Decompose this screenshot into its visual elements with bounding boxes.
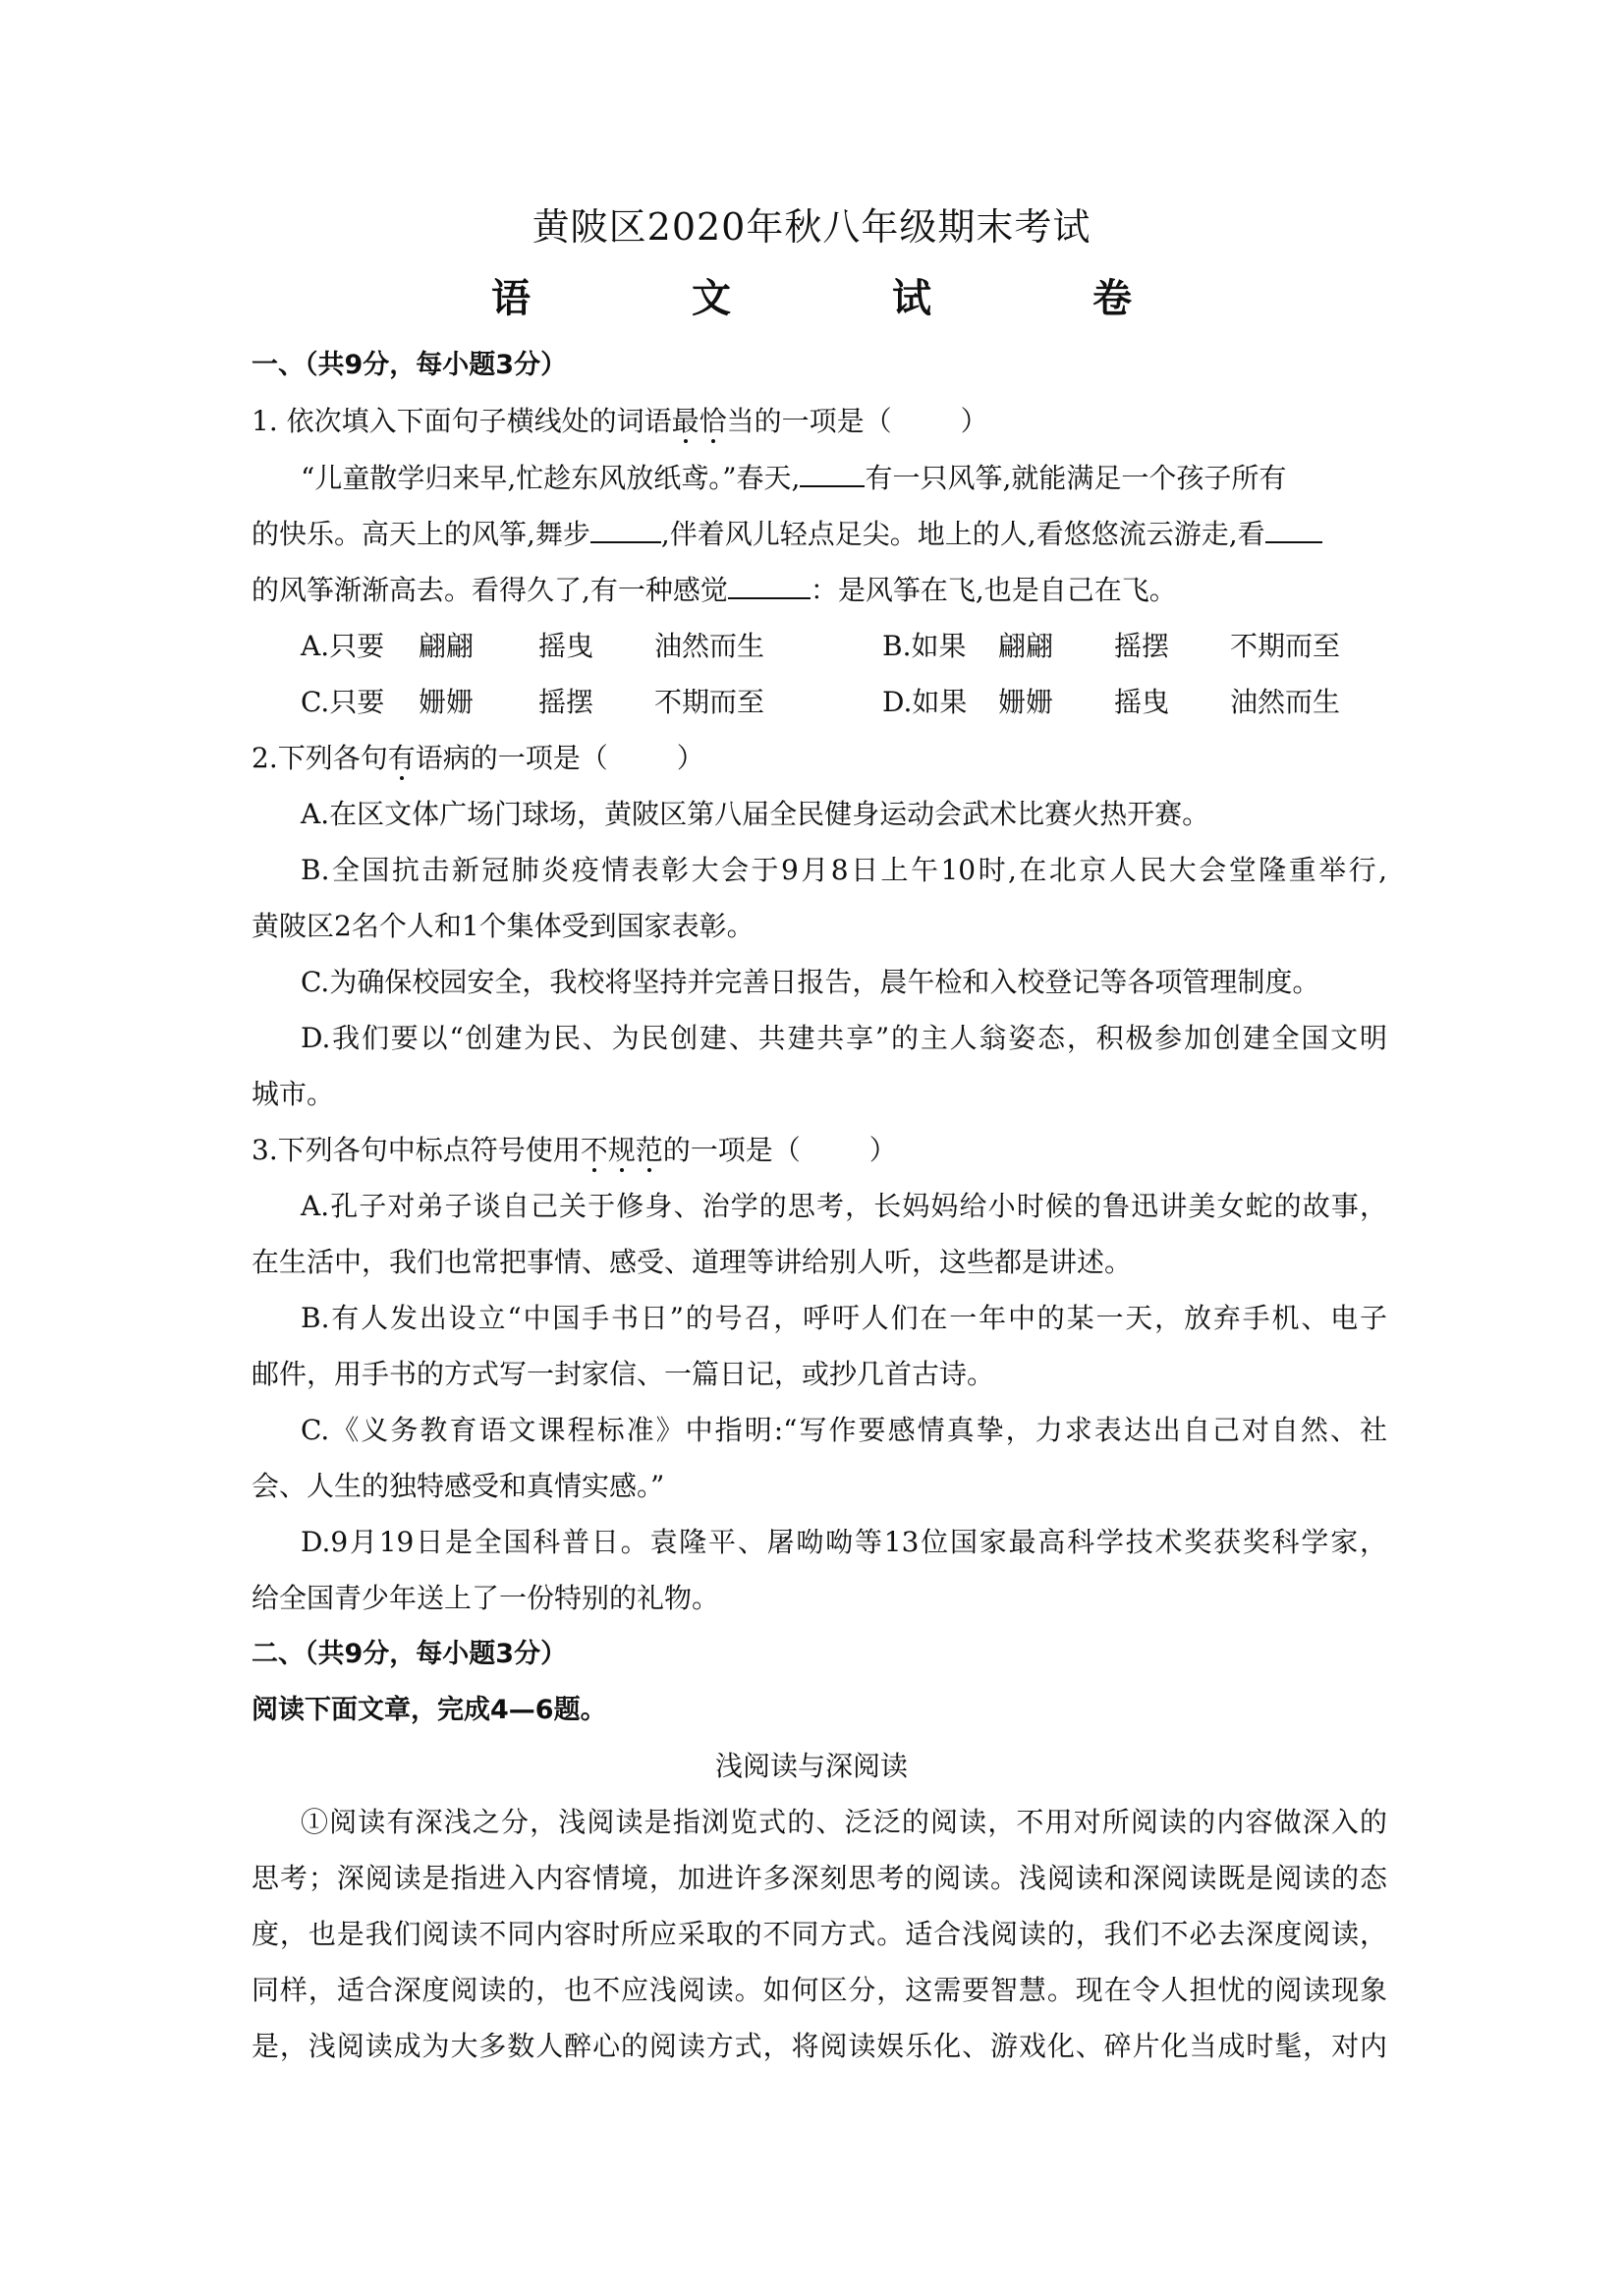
- q2-option-d-cont: 城市。: [252, 1078, 335, 1110]
- exam-subtitle: [491, 267, 1132, 323]
- q1-passage-line: [252, 515, 1387, 554]
- subtitle-char: 卷: [1092, 275, 1132, 321]
- q3-option-b[interactable]: B.有人发出设立“中国手书日”的号召，呼吁人们在一年中的某一天，放弃手机、电子: [301, 1302, 1387, 1334]
- q3-stem-text: 3.下列各句中标点符号使用: [252, 1134, 581, 1166]
- option-label: D.如果: [882, 686, 968, 718]
- q3-option-d[interactable]: D.9月19日是全国科普日。袁隆平、屠呦呦等13位国家最高科学技术奖获奖科学家，: [301, 1526, 1387, 1558]
- q1-passage-line: [301, 459, 1387, 498]
- q3-option-a[interactable]: A.孔子对弟子谈自己关于修身、治学的思考，长妈妈给小时候的鲁迅讲美女蛇的故事，: [301, 1190, 1387, 1222]
- article-paragraph-line: 思考；深阅读是指进入内容情境，加进许多深刻思考的阅读。浅阅读和深阅读既是阅读的态: [252, 1862, 1387, 1894]
- q2-stem-text: 语病的一项是（: [415, 742, 608, 774]
- section1-heading: 一、（共9分，每小题3分）: [252, 350, 568, 380]
- q3-stem-text: 的一项是（: [662, 1134, 801, 1166]
- emphasis-char: 恰: [699, 405, 727, 437]
- q2-option-b-cont: 黄陂区2名个人和1个集体受到国家表彰。: [252, 910, 755, 942]
- emphasis-char: 最: [671, 405, 700, 437]
- subtitle-char: 试: [892, 275, 931, 321]
- option-label: A.只要: [301, 630, 385, 662]
- q3-option-a-cont: 在生活中，我们也常把事情、感受、道理等讲给别人听，这些都是讲述。: [252, 1246, 1133, 1278]
- q2-option-d[interactable]: D.我们要以“创建为民、为民创建、共建共享”的主人翁姿态，积极参加创建全国文明: [301, 1022, 1387, 1054]
- q1-stem-text: ）: [960, 405, 988, 437]
- q1-stem-text: 1. 依次填入下面句子横线处的词语: [252, 405, 672, 437]
- option-word: 摇曳: [1114, 686, 1170, 718]
- option-word: 不期而至: [1230, 630, 1341, 662]
- q3-option-c[interactable]: C.《义务教育语文课程标准》中指明:“写作要感情真挚，力求表达出自己对自然、社: [301, 1414, 1387, 1446]
- q3-option-c-cont: 会、人生的独特感受和真情实感。”: [252, 1470, 665, 1502]
- passage-text: 的快乐。高天上的风筝,舞步: [252, 518, 590, 550]
- q1-stem-text: 当的一项是（: [726, 405, 892, 437]
- emphasis-char: 有: [387, 742, 416, 774]
- answer-blank[interactable]: [1265, 516, 1322, 543]
- q2-option-a[interactable]: A.在区文体广场门球场，黄陂区第八届全民健身运动会武术比赛火热开赛。: [301, 798, 1210, 830]
- q1-stem: [252, 402, 1387, 441]
- option-word: 油然而生: [1230, 686, 1341, 718]
- option-word: 姗姗: [998, 686, 1054, 718]
- q3-stem: [252, 1131, 1387, 1170]
- passage-text: “儿童散学归来早,忙趁东风放纸鸢。”春天,: [301, 462, 801, 494]
- option-word: 摇摆: [1114, 630, 1170, 662]
- section2-heading: 二、（共9分，每小题3分）: [252, 1639, 568, 1669]
- q2-option-c[interactable]: C.为确保校园安全，我校将坚持并完善日报告，晨午检和入校登记等各项管理制度。: [301, 966, 1320, 998]
- q2-stem-text: ）: [676, 742, 704, 774]
- passage-text: 的风筝渐渐高去。看得久了,有一种感觉: [252, 574, 728, 606]
- answer-blank[interactable]: [800, 460, 865, 487]
- option-word: 摇摆: [538, 686, 594, 718]
- passage-text: 有一只风筝,就能满足一个孩子所有: [865, 462, 1287, 494]
- option-word: 翩翩: [419, 630, 475, 662]
- answer-blank[interactable]: [590, 516, 661, 543]
- article-paragraph-line: 同样，适合深度阅读的，也不应浅阅读。如何区分，这需要智慧。现在令人担忧的阅读现象: [252, 1974, 1387, 2006]
- article-paragraph-line: 度，也是我们阅读不同内容时所应采取的不同方式。适合浅阅读的，我们不必去深度阅读，: [252, 1918, 1387, 1950]
- option-word: 摇曳: [538, 630, 594, 662]
- option-label: C.只要: [301, 686, 385, 718]
- subtitle-char: 文: [692, 275, 731, 321]
- option-word: 油然而生: [654, 630, 765, 662]
- q3-stem-text: ）: [868, 1134, 897, 1166]
- article-title: 浅阅读与深阅读: [714, 1750, 908, 1782]
- subtitle-char: 语: [491, 275, 531, 321]
- article-paragraph-line: 是，浅阅读成为大多数人醉心的阅读方式，将阅读娱乐化、游戏化、碎片化当成时髦，对内: [252, 2030, 1387, 2062]
- exam-title: 黄陂区2020年秋八年级期末考试: [532, 205, 1091, 249]
- emphasis-char: 范: [635, 1134, 663, 1166]
- answer-blank[interactable]: [728, 572, 811, 599]
- q3-option-b-cont: 邮件，用手书的方式写一封家信、一篇日记，或抄几首古诗。: [252, 1358, 995, 1390]
- section2-instruction: 阅读下面文章，完成4—6题。: [252, 1695, 607, 1725]
- passage-text: ,伴着风儿轻点足尖。地上的人,看悠悠流云游走,看: [660, 518, 1265, 550]
- emphasis-char: 规: [607, 1134, 636, 1166]
- passage-text: ：是风筝在飞,也是自己在飞。: [810, 574, 1177, 606]
- q2-stem: [252, 739, 1387, 778]
- option-word: 不期而至: [654, 686, 765, 718]
- q2-stem-text: 2.下列各句: [252, 742, 388, 774]
- option-label: B.如果: [882, 630, 967, 662]
- q1-passage-line: [252, 571, 1387, 610]
- q3-option-d-cont: 给全国青少年送上了一份特别的礼物。: [252, 1582, 720, 1614]
- option-word: 翩翩: [998, 630, 1054, 662]
- emphasis-char: 不: [580, 1134, 608, 1166]
- option-word: 姗姗: [419, 686, 475, 718]
- q2-option-b[interactable]: B.全国抗击新冠肺炎疫情表彰大会于9月8日上午10时,在北京人民大会堂隆重举行,: [301, 854, 1387, 886]
- article-paragraph-line: ①阅读有深浅之分，浅阅读是指浏览式的、泛泛的阅读，不用对所阅读的内容做深入的: [301, 1806, 1387, 1838]
